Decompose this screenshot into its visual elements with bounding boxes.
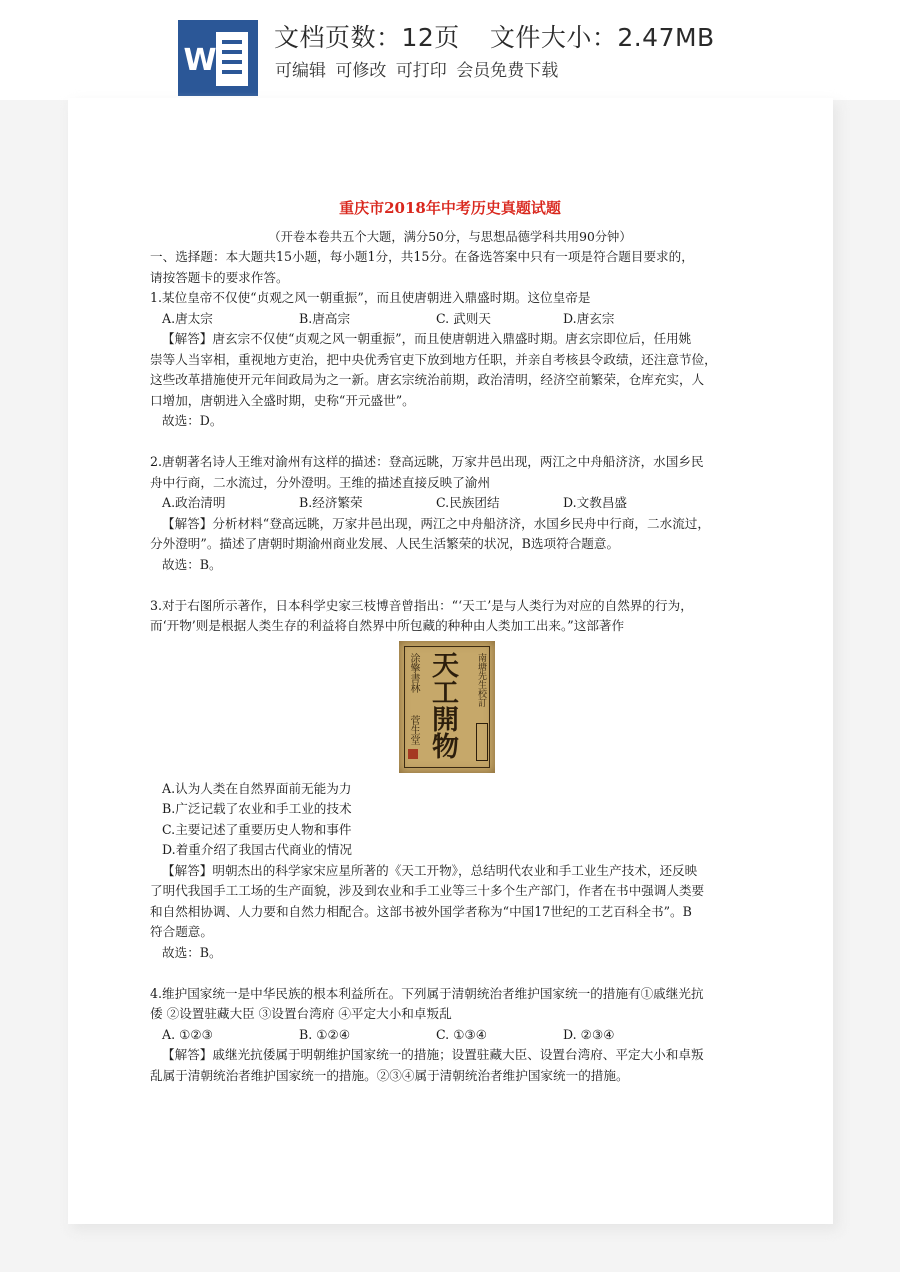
q2-option-d: D.文教昌盛 [563, 495, 628, 510]
q4-stem-line: 倭 ②设置驻藏大臣 ③设置台湾府 ④平定大小和卓叛乱 [150, 1006, 452, 1021]
q2-options [150, 493, 750, 514]
doc-subtitle: （开卷本卷共五个大题，满分50分，与思想品德学科共用90分钟） [268, 229, 632, 244]
book-editor-text: 南塘先生校訂 [476, 652, 486, 707]
q1-answer: 故选：D。 [162, 413, 223, 428]
document-body [150, 198, 750, 1086]
doc-title: 重庆市2018年中考历史真题试题 [339, 199, 561, 217]
section-instructions-line1: 一、选择题：本大题共15小题，每小题1分，共15分。在备选答案中只有一项是符合题目要求的， [150, 249, 694, 264]
q3-option-a: A.认为人类在自然界面前无能为力 [162, 780, 352, 796]
q1-option-a: A.唐太宗 [162, 310, 213, 326]
q1-option-d: D.唐玄宗 [563, 310, 615, 326]
q1-analysis-line: 这些改革措施使开元年间政局为之一新。唐玄宗统治前期，政治清明，经济空前繁荣，仓库充实，人 [150, 372, 705, 387]
q2-answer: 故选：B。 [162, 556, 222, 572]
q3-option-d: D.着重介绍了我国古代商业的情况 [162, 842, 352, 857]
red-seal-icon [408, 749, 418, 759]
q4-option-b: B. ①②④ [299, 1026, 351, 1042]
q2-option-a: A.政治清明 [162, 495, 226, 510]
download-banner [0, 0, 900, 100]
q4-option-a: A. ①②③ [162, 1026, 213, 1042]
file-size: 文件大小：2.47MB [489, 23, 715, 52]
section-instructions-line2: 请按答题卡的要求作答。 [150, 269, 289, 285]
feature-list: 可编辑 可修改 可打印 会员免费下载 [275, 61, 559, 81]
q2-stem-line: 2.唐朝著名诗人王维对渝州有这样的描述：登高远眺，万家井邑出现，两江之中舟船济济，水国乡民 [150, 454, 704, 469]
q4-option-c: C. ①③④ [436, 1026, 488, 1042]
word-icon-letter: W [183, 43, 217, 78]
q1-option-c: C. 武则天 [436, 310, 491, 326]
file-info [274, 18, 715, 54]
q1-analysis-line: 崇等人当宰相，重视地方吏治，把中央优秀官吏下放到地方任职，并亲自考核县令政绩，还注意节俭， [150, 351, 717, 367]
q4-option-d: D. ②③④ [563, 1026, 615, 1042]
q3-option-b: B.广泛记载了农业和手工业的技术 [162, 801, 352, 816]
q4-analysis-line: 【解答】戚继光抗倭属于明朝维护国家统一的措施；设置驻藏大臣、设置台湾府、平定大小和卓叛 [162, 1047, 704, 1062]
book-title-text: 天工開物 [427, 650, 458, 759]
q3-analysis-line: 符合题意。 [150, 924, 213, 939]
q1-stem: 1.某位皇帝不仅使“贞观之风一朝重振”，而且使唐朝进入鼎盛时期。这位皇帝是 [150, 290, 591, 305]
book-cover-figure [150, 641, 750, 773]
q1-analysis-line: 口增加，唐朝进入全盛时期，史称“开元盛世”。 [150, 392, 415, 408]
q1-analysis-line: 【解答】唐玄宗不仅使“贞观之风一朝重振”，而且使唐朝进入鼎盛时期。唐玄宗即位后，任用姚 [162, 331, 692, 346]
book-publisher-text: 涂擎書林 [408, 652, 419, 693]
q3-stem-line: 而‘开物’则是根据人类生存的利益将自然界中所包藏的种种由人类加工出来。”这部著作 [150, 618, 625, 633]
q3-stem-line: 3.对于右图所示著作，日本科学史家三枝博音曾指出：“‘天工’是与人类行为对应的自然界的行为， [150, 597, 693, 613]
q3-analysis-line: 【解答】明朝杰出的科学家宋应星所著的《天工开物》，总结明代农业和手工业生产技术，还反映 [162, 862, 698, 878]
q1-option-b: B.唐高宗 [299, 310, 351, 326]
q3-answer: 故选：B。 [162, 944, 222, 960]
page-count: 文档页数：12页 [274, 23, 460, 52]
book-studio-text: 菅生堂 [408, 714, 419, 745]
book-stamp-box [476, 723, 488, 761]
q2-analysis-line: 分外澄明”。描述了唐朝时期渝州商业发展、人民生活繁荣的状况，B选项符合题意。 [150, 536, 620, 551]
q2-analysis-line: 【解答】分析材料“登高远眺，万家井邑出现，两江之中舟船济济，水国乡民舟中行商，二水流过， [162, 515, 710, 531]
q2-option-b: B.经济繁荣 [299, 495, 363, 510]
q1-options [150, 309, 750, 330]
word-document-icon [178, 20, 258, 96]
q2-stem-line: 舟中行商，二水流过，分外澄明。王维的描述直接反映了渝州 [150, 474, 491, 490]
q3-analysis-line: 和自然相协调、人力要和自然力相配合。这部书被外国学者称为“中国17世纪的工艺百科全书”。B [150, 903, 692, 919]
q4-options [150, 1025, 750, 1046]
q4-stem-line: 4.维护国家统一是中华民族的根本利益所在。下列属于清朝统治者维护国家统一的措施有①戚继光抗 [150, 985, 704, 1001]
tiangong-kaiwu-cover-image [399, 641, 495, 773]
q3-analysis-line: 了明代我国手工工场的生产面貌，涉及到农业和手工业等三十多个生产部门，作者在书中强调人类要 [150, 883, 705, 898]
q3-option-c: C.主要记述了重要历史人物和事件 [162, 821, 352, 837]
q4-analysis-line: 乱属于清朝统治者维护国家统一的措施。②③④属于清朝统治者维护国家统一的措施。 [150, 1067, 629, 1083]
q2-option-c: C.民族团结 [436, 495, 500, 510]
